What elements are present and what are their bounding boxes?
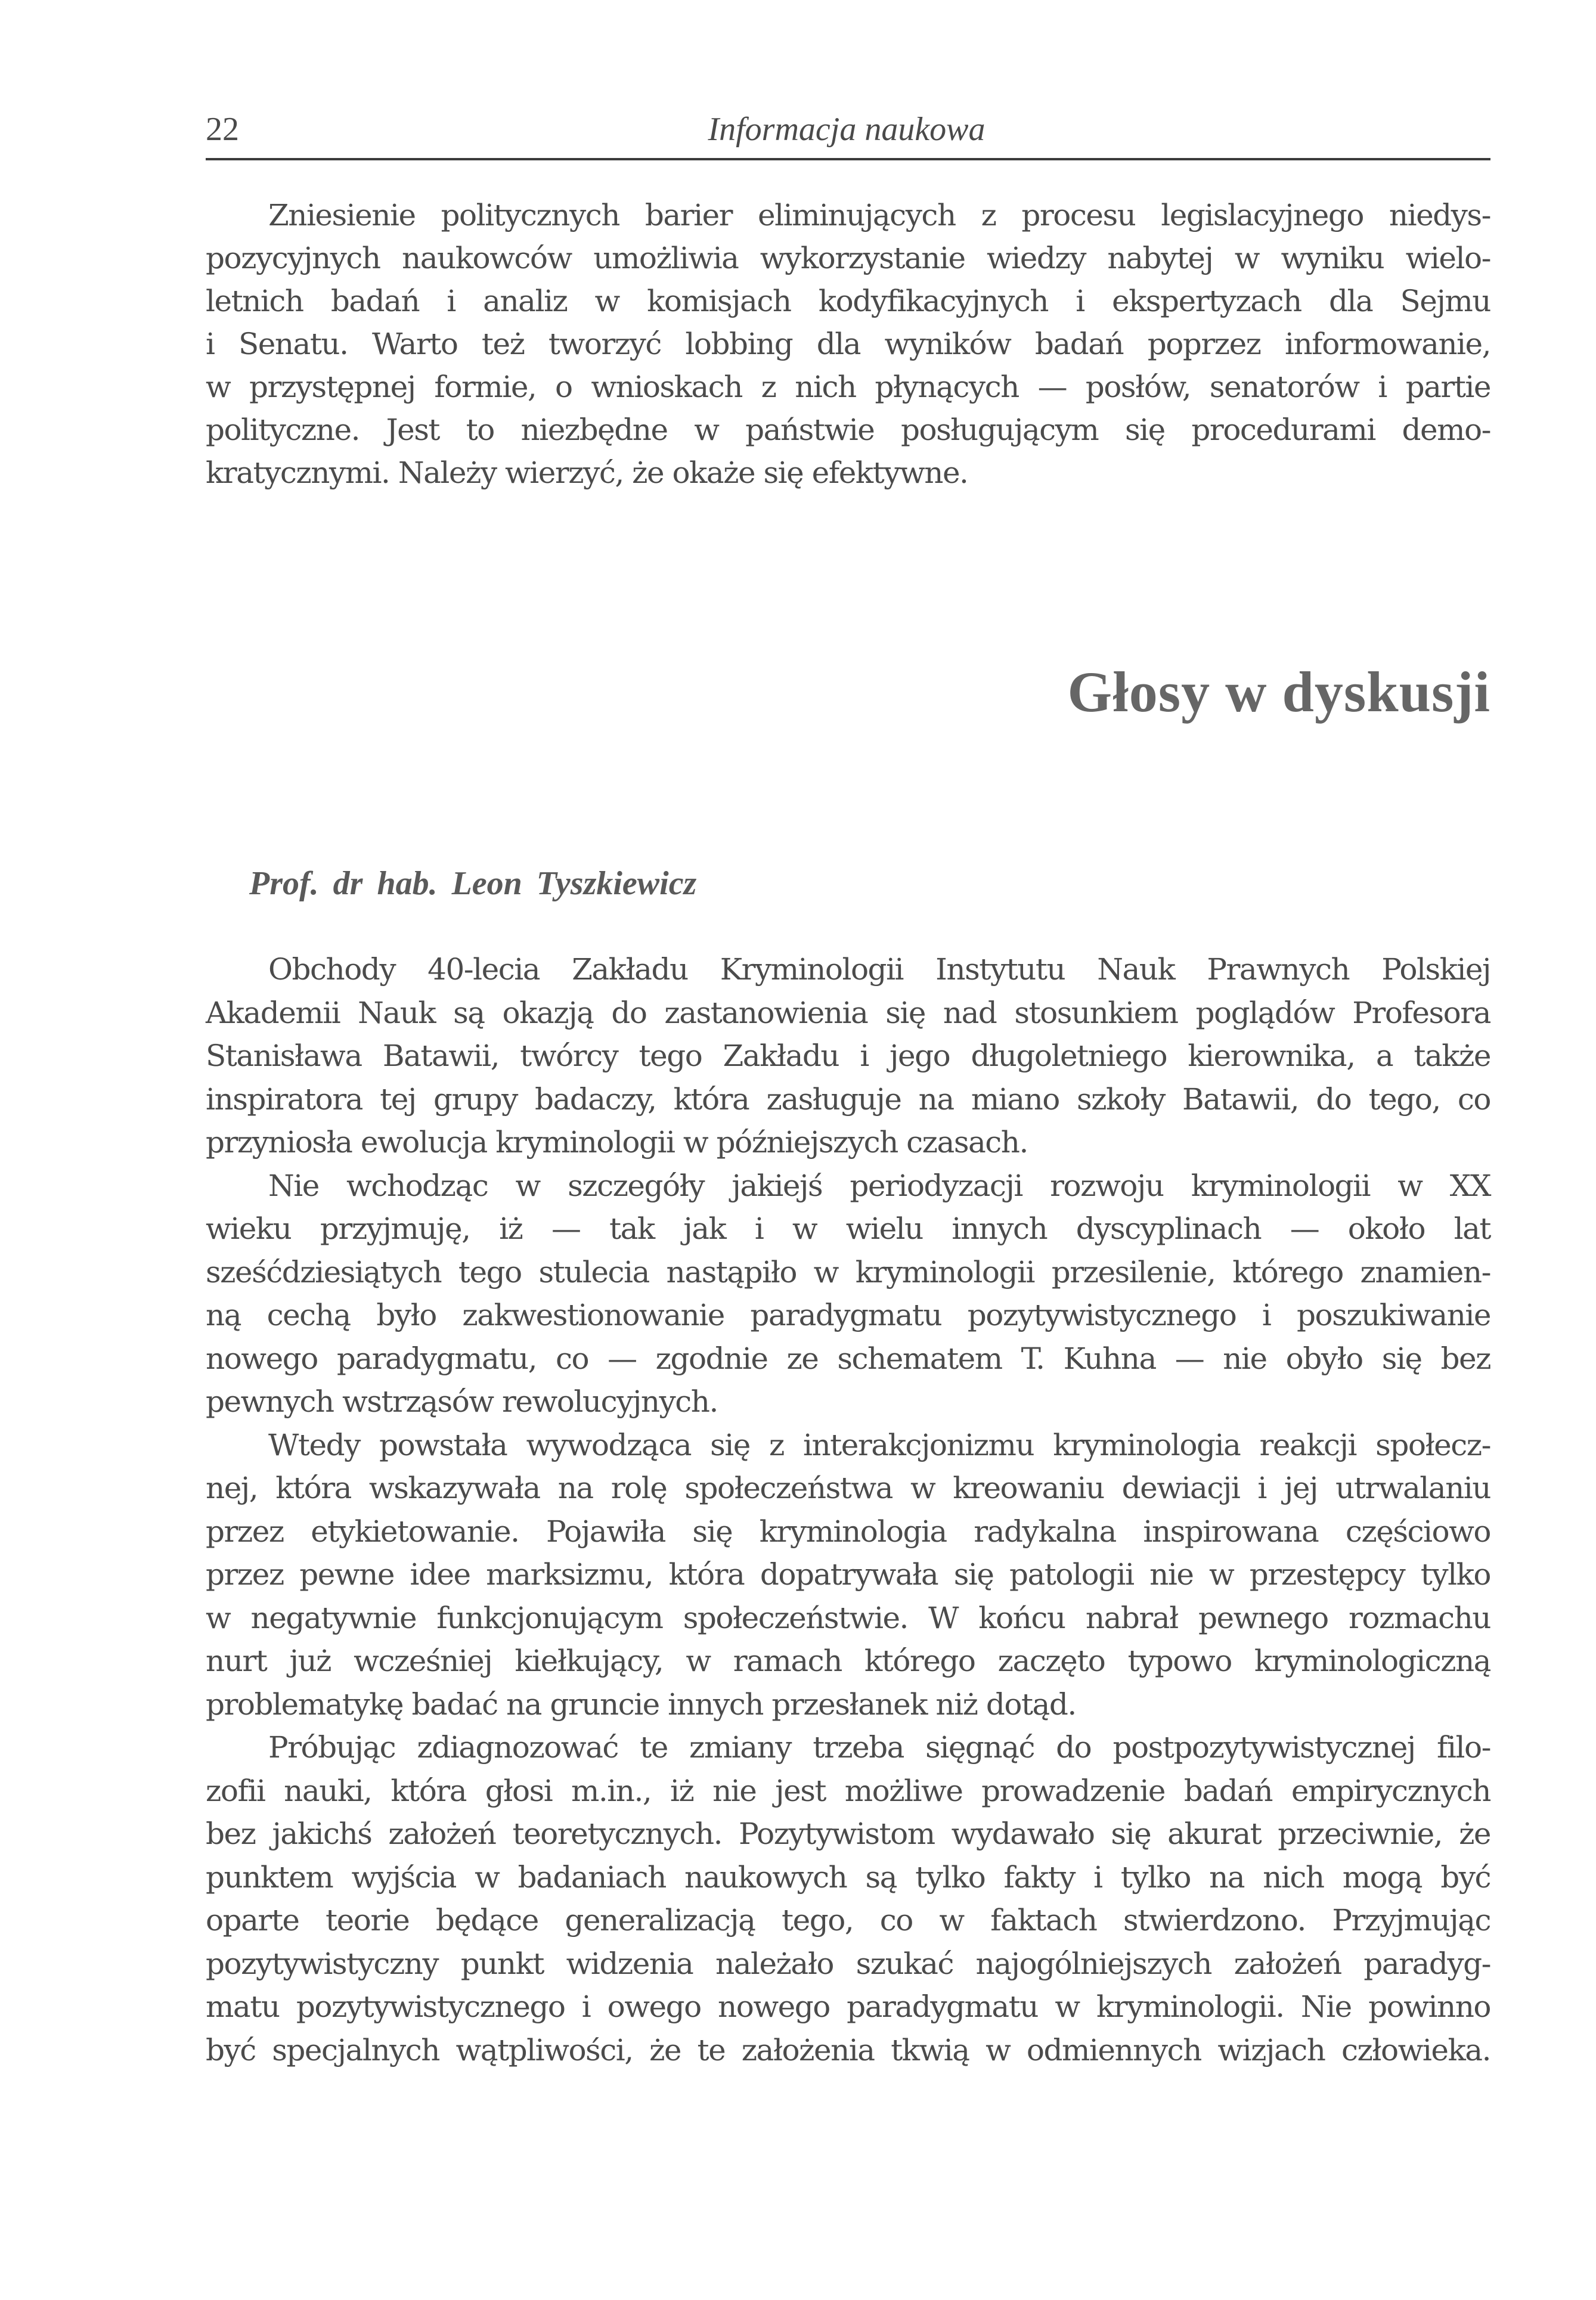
text-line: letnich badań i analiz w komisjach kodyfikacyjnych i ekspertyzach dla Sejmu [206,284,1490,318]
text-line: nowego paradygmatu, co — zgodnie ze schematem T. Kuhna — nie obyło się bez [206,1341,1490,1376]
text-line: i Senatu. Warto też tworzyć lobbing dla wyników badań poprzez informowanie, [206,327,1490,361]
text-line: zofii nauki, która głosi m.in., iż nie jest możliwe prowadzenie badań empirycznych [206,1773,1490,1808]
paragraph [206,1424,1490,1726]
text-line: Wtedy powstała wywodząca się z interakcjonizmu kryminologia reakcji społecz- [268,1427,1490,1462]
text-line: Nie wchodząc w szczegóły jakiejś periodyzacji rozwoju kryminologii w XX [268,1168,1490,1203]
text-line: Akademii Nauk są okazją do zastanowienia się nad stosunkiem poglądów Profesora [206,995,1490,1030]
text-line: kratycznymi. Należy wierzyć, że okaże się efektywne. [206,455,968,490]
text-line: nurt już wcześniej kiełkujący, w ramach którego zaczęto typowo kryminologiczną [206,1644,1490,1678]
section-title: Głosy w dyskusji [1067,660,1490,724]
text-line: punktem wyjścia w badaniach naukowych są tylko fakty i tylko na nich mogą być [206,1859,1490,1895]
text-line: w przystępnej formie, o wnioskach z nich płynących — posłów, senatorów i partie [206,370,1490,404]
text-line: matu pozytywistycznego i owego nowego paradygmatu w kryminologii. Nie powinno [206,1989,1490,2024]
text-line: sześćdziesiątych tego stulecia nastąpiło w kryminologii przesilenie, którego znamien- [206,1254,1490,1290]
article-body [206,948,1490,2072]
page-number: 22 [206,111,239,148]
running-header [206,110,1487,152]
text-line: Stanisława Batawii, twórcy tego Zakładu i jego długoletniego kierownika, a także [206,1039,1490,1073]
paragraph [206,1164,1490,1424]
text-line: problematykę badać na gruncie innych przesłanek niż dotąd. [206,1687,1076,1722]
text-line: oparte teorie będące generalizacją tego, co w faktach stwierdzono. Przyjmując [206,1903,1490,1938]
text-line: wieku przyjmuję, iż — tak jak i w wielu innych dyscyplinach — około lat [206,1211,1490,1246]
header-rule [206,158,1490,160]
text-line: w negatywnie funkcjonującym społeczeństwie. W końcu nabrał pewnego rozmachu [206,1600,1490,1635]
text-line: ną cechą było zakwestionowanie paradygmatu pozytywistycznego i poszukiwanie [206,1298,1490,1332]
text-line: być specjalnych wątpliwości, że te założenia tkwią w odmiennych wizjach człowieka. [206,2032,1490,2067]
paragraph [206,1726,1490,2072]
text-line: Próbując zdiagnozować te zmiany trzeba sięgnąć do postpozytywistycznej filo- [268,1730,1490,1765]
text-line: pozycyjnych naukowców umożliwia wykorzystanie wiedzy nabytej w wyniku wielo- [206,241,1490,275]
text-line: nej, która wskazywała na rolę społeczeństwa w kreowaniu dewiacji i jej utrwalaniu [206,1471,1490,1505]
text-line: bez jakichś założeń teoretycznych. Pozytywistom wydawało się akurat przeciwnie, że [206,1817,1490,1851]
text-line: pewnych wstrząsów rewolucyjnych. [206,1384,718,1419]
text-line: przez etykietowanie. Pojawiła się kryminologia radykalna inspirowana częściowo [206,1514,1490,1549]
text-line: inspiratora tej grupy badaczy, która zasługuje na miano szkoły Batawii, do tego, co [206,1081,1490,1117]
text-line: Zniesienie politycznych barier eliminujących z procesu legislacyjnego niedys- [268,198,1490,233]
text-line: przyniosła ewolucja kryminologii w późniejszych czasach. [206,1125,1028,1160]
paragraph [206,948,1490,1164]
text-line: polityczne. Jest to niezbędne w państwie posługującym się procedurami demo- [206,413,1490,447]
text-line: pozytywistyczny punkt widzenia należało szukać najogólniejszych założeń paradyg- [206,1946,1490,1981]
text-line: przez pewne idee marksizmu, która dopatrywała się patologii nie w przestępcy tylko [206,1557,1490,1592]
text-line: Obchody 40-lecia Zakładu Kryminologii Instytutu Nauk Prawnych Polskiej [268,952,1490,987]
author-name: Prof. dr hab. Leon Tyszkiewicz [249,865,697,902]
intro-paragraph [206,194,1490,494]
journal-title: Informacja naukowa [708,111,986,148]
